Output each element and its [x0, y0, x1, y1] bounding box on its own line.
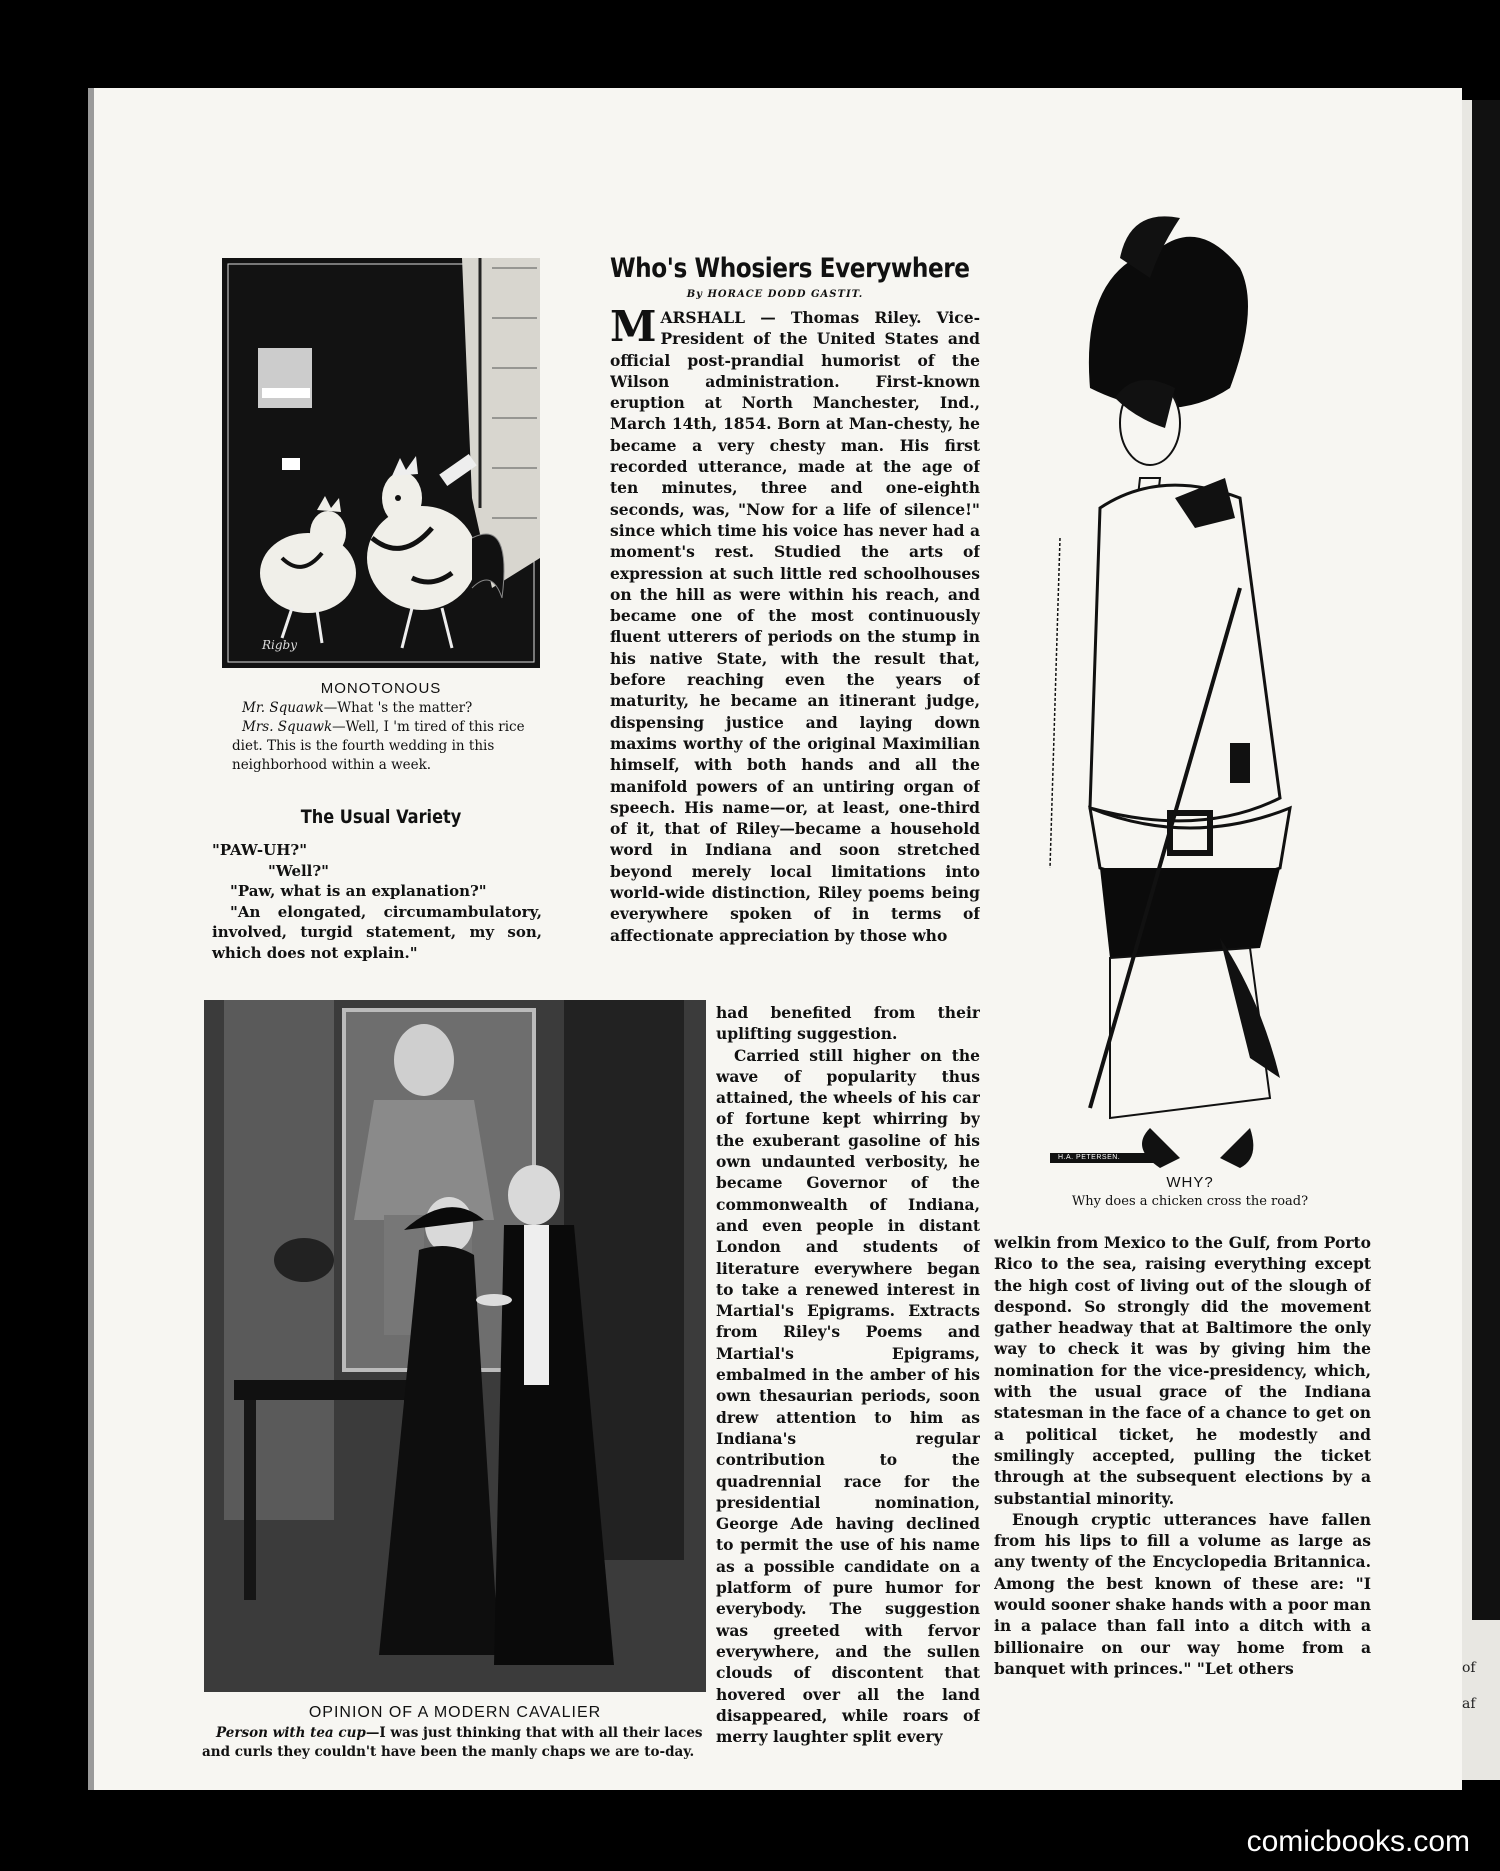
- drop-cap: M: [610, 307, 657, 351]
- article-paragraph: ARSHALL — Thomas Riley. Vice-President of the United States and official post-prandial humorist of the Wilson administration. First-known eruption at North Manchester, Ind., March 14th, 1854. Born at Man-chesty, he became a very chesty man. His first recorded utterance, made at the age of ten minutes, three and one-eighth seconds, was, "Now for a life of silence!" since which time his voice has never had a moment's rest. Studied the arts of expression at such little red schoolhouses on the hill as were within his reach, and became one of the most continuously fluent utterers of periods on the stump in his native State, with the result that, before reaching even the years of maturity, he became an itinerant judge, dispensing justice and laying down maxims worthy of the original Maximilian himself, with both hands and all the manifold powers of an untiring organ of speech. His name—or, at least, one-third of it, that of Riley—became a household word in Indiana and soon stretched beyond merely local limitations into world-wide distinction, Riley poems being everywhere spoken of in terms of affectionate appreciation by those who: [610, 308, 980, 945]
- speaker: Mrs. Squawk: [242, 719, 333, 735]
- dialogue: —What 's the matter?: [323, 700, 473, 716]
- artist-signature: H.A. PETERSEN.: [1058, 1154, 1121, 1161]
- speaker: Mr. Squawk: [242, 700, 324, 716]
- dialogue-line: "An elongated, circumambulatory, involved, turgid statement, my son, which does not explain.": [212, 902, 542, 962]
- article-title: Who's Whosiers Everywhere: [610, 253, 970, 284]
- cavalier-title: OPINION OF A MODERN CAVALIER: [308, 1704, 602, 1721]
- lady-cartoon-caption: Why does a chicken cross the road?: [1071, 1194, 1309, 1209]
- hens-cartoon: [222, 258, 540, 668]
- article-column-2: [994, 1232, 1371, 1792]
- article-paragraph: Enough cryptic utterances have fallen from his lips to fill a volume as large as any twenty of the Encyclopedia Britannica. Among the best known of these are: "I would sooner shake hands with a poor man in a palace than fall into a ditch with a billionaire on our way home from a banquet with princes." "Let others: [994, 1509, 1371, 1678]
- dialogue: —I was just thinking that with all their laces and curls they couldn't have been the manly chaps we are to-day.: [202, 1725, 703, 1760]
- usual-variety-title: The Usual Variety: [300, 806, 462, 828]
- lady-cartoon: [1000, 208, 1380, 1230]
- lady-cartoon-title: WHY?: [1166, 1174, 1214, 1191]
- adjacent-page-fragment: of: [1462, 1660, 1476, 1676]
- dialogue-line: "Paw, what is an explanation?": [230, 882, 487, 900]
- article-title-block: [610, 253, 1010, 284]
- dialogue: —Well, I 'm tired of this rice diet. This is the fourth wedding in this neighborhood within a week.: [232, 719, 525, 773]
- artist-signature: Rigby: [262, 638, 298, 652]
- cavalier-caption: [202, 1724, 712, 1762]
- hens-cartoon-title: MONOTONOUS: [320, 680, 442, 697]
- article-paragraph: had benefited from their uplifting suggestion.: [716, 1003, 980, 1044]
- adjacent-page-edge: [1462, 100, 1500, 1780]
- adjacent-page-fragment: af: [1462, 1696, 1476, 1712]
- watermark: comicbooks.com: [1246, 1825, 1470, 1858]
- article-paragraph: welkin from Mexico to the Gulf, from Porto Rico to the sea, raising everything except the high cost of living out of the slough of despond. So strongly did the movement gather headway that at Baltimore the only way to check it was by giving him the nomination for the vice-presidency, which, with the usual grace of the Indiana statesman in the face of a chance to get on a political ticket, he modestly and smilingly accepted, pulling the ticket through at the subsequent elections by a substantial minority.: [994, 1233, 1371, 1508]
- cavalier-illustration: [204, 1000, 706, 1692]
- article-column-1: [610, 307, 980, 1007]
- hens-cartoon-caption: [232, 699, 544, 775]
- dialogue-line: "Well?": [268, 861, 329, 880]
- speaker: Person with tea cup: [216, 1725, 366, 1741]
- article-column-1-narrow: [716, 1002, 980, 1782]
- magazine-page: [88, 88, 1462, 1790]
- dialogue-line: "PAW-UH?": [212, 841, 308, 859]
- article-byline: By HORACE DODD GASTIT.: [686, 289, 864, 300]
- article-paragraph: Carried still higher on the wave of popularity thus attained, the wheels of his car of fortune kept whirring by the exuberant gasoline of his own undaunted verbosity, he became Governor of the commonwealth of Indiana, and even people in distant London and students of literature everywhere began to take a renewed interest in Martial's Epigrams. Extracts from Riley's Poems and Martial's Epigrams, embalmed in the amber of his own thesaurian periods, soon drew attention to him as Indiana's regular contribution to the quadrennial race for the presidential nomination, George Ade having declined to permit the use of his name as a possible candidate on a platform of pure humor for everybody. The suggestion was greeted with fervor everywhere, and the sullen clouds of discontent that hovered over all the land disappeared, while roars of merry laughter split every: [716, 1045, 980, 1747]
- usual-variety-text: [212, 840, 542, 963]
